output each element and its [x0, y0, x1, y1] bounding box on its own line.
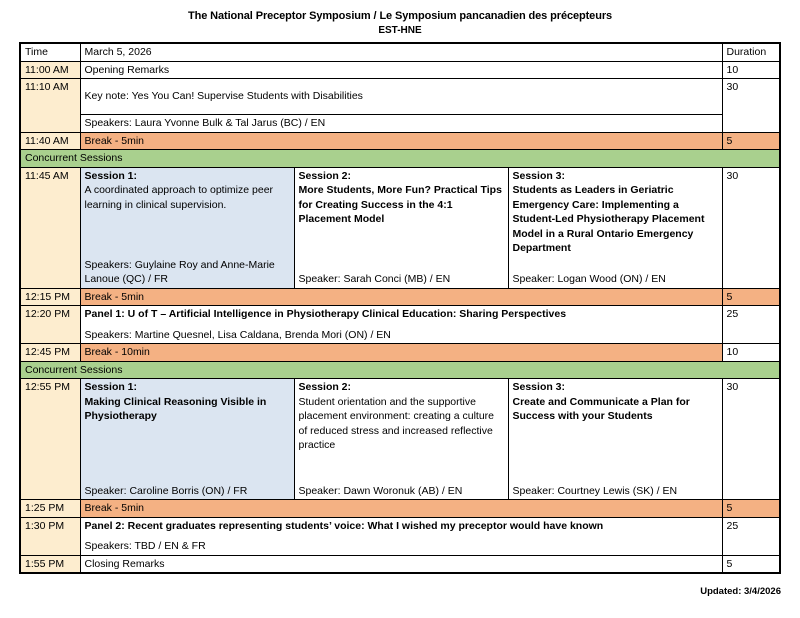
row-duration: 5 [722, 555, 780, 573]
row-speakers: Speakers: Laura Yvonne Bulk & Tal Jarus (BC) / EN [80, 115, 722, 133]
session-speaker: Speaker: Sarah Conci (MB) / EN [298, 273, 451, 285]
row-title: Opening Remarks [80, 61, 722, 79]
session-speaker: Speaker: Courtney Lewis (SK) / EN [512, 484, 678, 497]
row-duration: 30 [722, 79, 780, 133]
row-duration: 10 [722, 61, 780, 79]
row-title: Panel 1: U of T – Artificial Intelligence in Physiotherapy Clinical Education: Sharing Perspectives [84, 308, 567, 320]
session-cell-2 [294, 167, 508, 288]
session-cell-1 [80, 379, 294, 500]
session-speaker: Speaker: Dawn Woronuk (AB) / EN [298, 484, 463, 497]
break-label: Break - 10min [80, 344, 722, 362]
break-label: Break - 5min [80, 500, 722, 518]
session-heading: Session 3: [512, 381, 566, 393]
table-row-sessions [20, 167, 780, 288]
session-title: More Students, More Fun? Practical Tips for Creating Success in the 4:1 Placement Model [298, 184, 502, 225]
col-header-time: Time [20, 43, 80, 61]
row-title: Panel 2: Recent graduates representing students’ voice: What I wished my preceptor would have known [84, 519, 604, 532]
concurrent-sessions-banner [20, 361, 780, 379]
panel-cell [80, 517, 722, 555]
concurrent-label: Concurrent Sessions [20, 150, 780, 168]
session-heading: Session 1: [84, 381, 138, 393]
row-duration: 25 [722, 517, 780, 555]
break-label: Break - 5min [80, 288, 722, 306]
row-time: 12:55 PM [20, 379, 80, 500]
table-row-break [20, 344, 780, 362]
row-time: 12:20 PM [20, 306, 80, 344]
col-header-date: March 5, 2026 [80, 43, 722, 61]
row-time: 11:00 AM [20, 61, 80, 79]
table-row [20, 555, 780, 573]
session-title: Create and Communicate a Plan for Success with your Students [512, 395, 690, 422]
concurrent-label: Concurrent Sessions [20, 361, 780, 379]
row-time: 1:55 PM [20, 555, 80, 573]
session-heading: Session 2: [298, 169, 352, 182]
row-time: 1:30 PM [20, 517, 80, 555]
session-heading: Session 3: [512, 169, 566, 182]
session-heading: Session 2: [298, 381, 352, 393]
table-row-speakers [20, 115, 780, 133]
session-cell-3 [508, 167, 722, 288]
row-speakers: Speakers: TBD / EN & FR [84, 540, 206, 552]
row-duration: 5 [722, 500, 780, 518]
row-duration: 5 [722, 288, 780, 306]
session-speaker: Speaker: Caroline Borris (ON) / FR [84, 484, 248, 497]
session-cell-1 [80, 167, 294, 288]
row-title: Key note: Yes You Can! Supervise Students with Disabilities [80, 79, 722, 115]
table-row [20, 79, 780, 115]
session-speaker: Speakers: Guylaine Roy and Anne-Marie Lanoue (QC) / FR [84, 258, 275, 285]
break-label: Break - 5min [80, 132, 722, 150]
table-row-break [20, 132, 780, 150]
row-speakers: Speakers: Martine Quesnel, Lisa Caldana, Brenda Mori (ON) / EN [84, 328, 391, 341]
table-row-break [20, 500, 780, 518]
row-time: 11:40 AM [20, 132, 80, 150]
session-cell-3 [508, 379, 722, 500]
table-row-panel [20, 306, 780, 344]
table-header-row [20, 43, 780, 61]
updated-stamp: Updated: 3/4/2026 [700, 586, 781, 597]
row-duration: 10 [722, 344, 780, 362]
table-row [20, 61, 780, 79]
panel-cell [80, 306, 722, 344]
row-time: 1:25 PM [20, 500, 80, 518]
table-row-panel [20, 517, 780, 555]
table-row-sessions [20, 379, 780, 500]
session-cell-2 [294, 379, 508, 500]
schedule-table-wrapper [0, 42, 800, 574]
row-duration: 30 [722, 379, 780, 500]
session-title: Student orientation and the supportive placement environment: creating a culture of reduced stress and increased reflective practice [298, 395, 495, 451]
session-title: Students as Leaders in Geriatric Emergency Care: Implementing a Student-Led Physiotherapy Placement Model in a Rural Ontario Emergency Department [512, 184, 705, 254]
session-title: Making Clinical Reasoning Visible in Physiotherapy [84, 395, 267, 422]
col-header-duration: Duration [722, 43, 780, 61]
row-time: 12:15 PM [20, 288, 80, 306]
row-title: Closing Remarks [80, 555, 722, 573]
row-duration: 5 [722, 132, 780, 150]
row-duration: 25 [722, 306, 780, 344]
row-time: 11:10 AM [20, 79, 80, 133]
document-subtitle: EST-HNE [378, 25, 422, 36]
schedule-table [19, 42, 781, 574]
row-duration: 30 [722, 167, 780, 288]
table-row-break [20, 288, 780, 306]
concurrent-sessions-banner [20, 150, 780, 168]
row-time: 11:45 AM [20, 167, 80, 288]
document-title: The National Preceptor Symposium / Le Symposium pancanadien des précepteurs [187, 10, 613, 22]
row-time: 12:45 PM [20, 344, 80, 362]
session-heading: Session 1: [84, 169, 138, 182]
session-speaker: Speaker: Logan Wood (ON) / EN [512, 273, 666, 285]
session-title: A coordinated approach to optimize peer learning in clinical supervision. [84, 184, 274, 211]
